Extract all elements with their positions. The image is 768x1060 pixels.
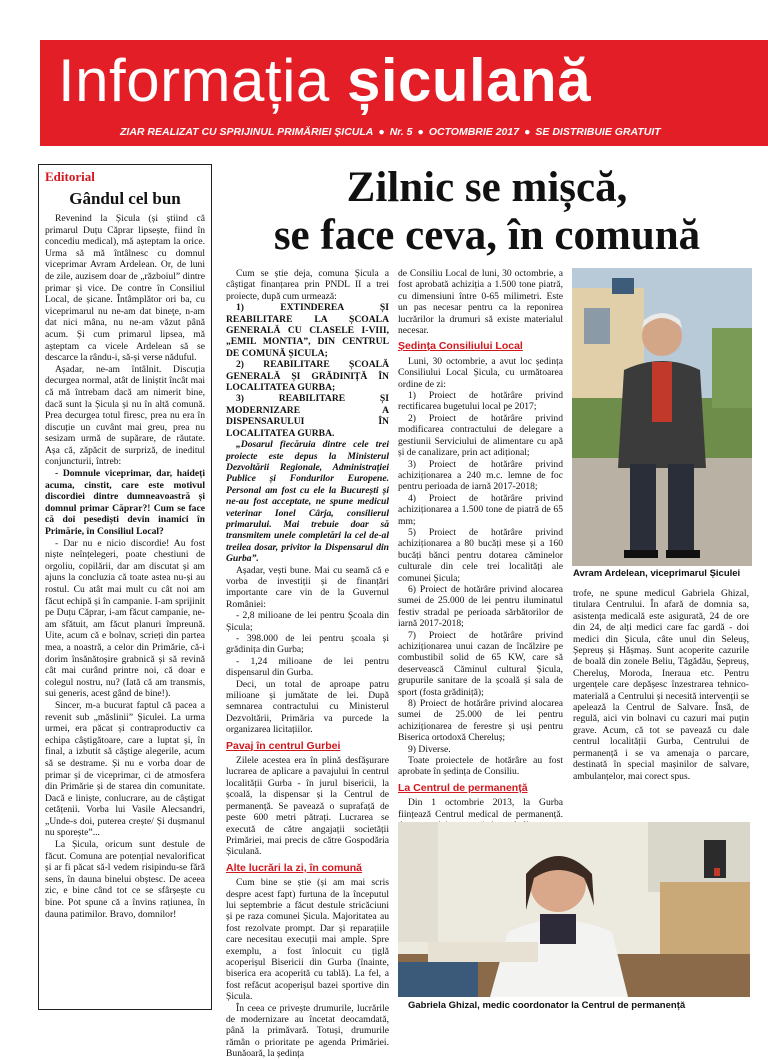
article-paragraph: Deci, un total de aproape patru milioane și jumătate de lei. După semnarea contractului cu Ministerul Dezvoltării, Primăria va purcede la organizarea licitațiilor. <box>226 678 389 736</box>
article-column-2 <box>398 268 563 820</box>
article-paragraph: Din 1 octombrie 2013, la Gurba ființează Centrul medical de permanență. <box>398 797 563 820</box>
editorial-paragraph: La Șicula, oricum sunt destule de făcut. Comuna are potențial nevalorificat și ar fi păcat să-l vedem risipindu-se fără sens, în dauna binelui obștesc. De aceea zic, e bine când tot ce se sfârșește cu bine. Pot spune că a învins rațiunea, în dauna patimilor. Bravo, domnilor! <box>45 839 205 920</box>
article-paragraph: Toate proiectele de hotărâre au fost aprobate în ședința de Consiliu. <box>398 755 563 778</box>
agenda-item: 2) Proiect de hotărâre privind modificarea contractului de delegare a gestiunii Serviciului de alimentare cu apă și de canalizare, prin act adițional; <box>398 412 563 459</box>
subheading-sedinta: Ședința Consiliului Local <box>398 340 523 353</box>
doctor-photo-caption: Gabriela Ghizal, medic coordonator la Centrul de permanență <box>408 1000 686 1011</box>
article-paragraph: de Consiliu Local de luni, 30 octombrie, a fost aprobată achiziția a 1.500 tone piatră, cu dimensiuni între 0-65 milimetri. Este un pas necesar pentru ca la reponirea lucrărilor la drumuri să existe materialul necesar. <box>398 268 563 337</box>
project-item: 2) REABILITARE ȘCOALĂ GENERALĂ ȘI GRĂDINIȚĂ ÎN LOCALITATEA GURBA; <box>226 359 389 394</box>
funding-item: - 2,8 milioane de lei pentru Școala din Șicula; <box>226 610 389 633</box>
agenda-item: 8) Proiect de hotărâre privind alocarea sumei de 25.000 de lei pentru achiziționarea de ferestre și uși pentru Biserica ortodoxă Chereluș; <box>398 698 563 744</box>
article-paragraph: Așadar, vești bune. Mai cu seamă că e vorba de investiții și de finanțări importante care vin de la Guvernul României: <box>226 564 389 610</box>
title-part-2: șiculană <box>346 47 592 114</box>
article-paragraph: Cum bine se știe (și am mai scris despre acest fapt) furtuna de la începutul lui septembrie a făcut destule stricăciuni și pe raza comunei Șicula. Majoritatea au fost rezolvate prompt. Dar și reparațiile care necesitau execuții mai ample. Spre exemplu, a fost înlocuit cu țiglă acoperișul Bisericii din Gurba (înainte, biserica era acoperită cu tablă). La fel, a fost refăcut acoperișul bazei sportive din Șicula. <box>226 877 389 1003</box>
headline-line-2: se face ceva, în comună <box>273 212 701 259</box>
subheading-centrul: La Centrul de permanență <box>398 781 528 794</box>
project-item: 3) REABILITARE ȘI MODERNIZARE A DISPENSARULUI ÎN LOCALITATEA GURBA. <box>226 393 389 439</box>
article-paragraph: În ceea ce privește drumurile, lucrările de modernizare au încetat deocamdată, până la primăvară. Totuși, drumurile rămân o prioritate pe agenda Primăriei. Bunăoară, la ședința <box>226 1002 389 1060</box>
article-column-3 <box>573 588 749 810</box>
article-paragraph: Cum se știe deja, comuna Șicula a câștigat finanțarea prin PNDL II a trei proiecte, după cum urmează: <box>226 268 389 302</box>
article-column-1 <box>226 268 389 1060</box>
doctor-photo <box>398 822 750 997</box>
subheading-alte-lucrari: Alte lucrări la zi, în comună <box>226 861 362 874</box>
agenda-item: 1) Proiect de hotărâre privind rectificarea bugetului local pe 2017; <box>398 390 563 413</box>
article-paragraph: trofe, ne spune medicul Gabriela Ghizal, titulara Centrului. În afară de domnia sa, asistența medicală este asigurată, 24 de ore din 24, de alți medici care fac gardă - doi medici din Șicula, câte unul din Seleuș, Șepreuș și Hășmaș. Sunt acoperite cazurile de boală din zonele Beliu, Tăgădău, Șepreuș, Chereluș, Moroda, Ineraua etc. Pentru urgențele care depășesc înzestrarea tehnico-materială a Centrului și necesită intervenții se apelează la Centrul de Salvare. Însă, de regulă, aici vin bolnavi cu cazuri mai puțin grave. Acum, că tot se pavează cu dale centrul localității Gurba, Centrului de permanență i se va amenaja o parcare, destinată în special mașinilor de salvare, ambulanțelor, mai corect spus. <box>573 588 749 782</box>
editorial-paragraph: - Dar nu e nicio discordie! Au fost niște neînțelegeri, poate chestiuni de orgoliu, copilării, dar am discutat și am ajuns la concluzia că toate astea nu-și au rostul. Cu atât mai mult cu cât noi am făcut echipă și în campanie. I-am sprijinit pe Duțu Căprar, i-am făcut campanie, ne-am sfătuit, am făcut planuri împreună. Uite, acum că e bolnav, scrieți din partea mea, a noastră, a celor din Primărie, că-i dorim însănătoșire grabnică și să revină cât mai curând printre noi, că doar e colegul nostru, nu? (Iată că am transmis, sui generis, acest gând de bine!). <box>45 537 205 700</box>
masthead <box>40 40 768 146</box>
distribution-note: SE DISTRIBUIE GRATUIT <box>535 126 661 138</box>
editorial-label: Editorial <box>45 169 95 184</box>
newspaper-title <box>58 46 591 116</box>
subtitle-sponsor: ZIAR REALIZAT CU SPRIJINUL PRIMĂRIEI ȘICULA <box>120 126 374 138</box>
funding-item: - 398.000 de lei pentru școala și grădinița din Gurba; <box>226 633 389 656</box>
editorial-paragraph: - Domnule viceprimar, dar, haideți acuma, cinstit, care este motivul discordiei dintre dumneavoastră și domnul primar Căprar?! Cum se face că doi pesediști devin inamici în Primărie, în Consiliul Local? <box>45 468 205 538</box>
title-part-1: Informația <box>58 47 347 114</box>
article-paragraph: Luni, 30 octombrie, a avut loc ședința Consiliului Local Șicula, cu următoarea ordine de zi: <box>398 355 563 390</box>
editorial-box <box>38 164 212 1010</box>
viceprimar-photo-caption: Avram Ardelean, viceprimarul Șiculei <box>573 568 741 579</box>
funding-item: - 1,24 milioane de lei pentru dispensarul din Gurba. <box>226 655 389 679</box>
agenda-item: 3) Proiect de hotărâre privind achiziționarea a 240 m.c. lemne de foc pentru perioada de iarnă 2017-2018; <box>398 458 563 493</box>
agenda-item: 9) Diverse. <box>408 743 451 755</box>
editorial-text <box>45 213 205 920</box>
editorial-paragraph: Sincer, m-a bucurat faptul că pacea a revenit sub „măslinii” Șiculei. La urma urmei, era păcat și contraproductiv ca echipa câștigătoare, care a luptat și, în final, a izbutit să câștige alegerile, acum să se destrame. Și nu e vorba doar de primar și de viceprimar, ci de atmosfera din Primărie și de starea din comunitate. Dacă e liniște, conlucrare, au de câștigat cetățenii. Vorba lui Vasile Alecsandri, „Unde-s doi, puterea crește/ Și dușmanul nu sporește”... <box>45 699 205 839</box>
editorial-paragraph: Revenind la Șicula (și știind că primarul Duțu Căprar lipsește, fiind în concediu medical), mă așteptam la orice. Urma să mă întâlnesc cu domnul viceprimar Avram Ardelean. Or, de luni de zile, auzisem doar de „războiul” dintre primar și vice. De contre în Consiliul Local, de șicane. Întâmplător ori ba, cu viceprimarul nu ne-am dat bineţe, n-am dat nici mâna, nu ne-am văzut până acum. Și cum primarul lipsea, mă așteptam ca vicele Ardelean să se descarce la rându-i, să-și verse năduful. <box>45 213 205 364</box>
editorial-paragraph: Așadar, ne-am întâlnit. Discuția decurgea normal, atât de liniștit încât mai că mă întrebam dacă am nimerit bine, dacă sunt la Șicula și nu în altă comună. Prea decurgea totul firesc, prea nu era în discuție un cuvânt mai greu, prea nu sesizam urmă de supărare, de răutate. Așa că, zăpăcit de surpriză, de ineditul conjuncturii, întreb: <box>45 363 205 468</box>
issue-date: OCTOMBRIE 2017 <box>428 126 520 138</box>
agenda-item: 6) Proiect de hotărâre privind alocarea sumei de 25.000 de lei pentru iluminatul festiv stradal pe perioada sărbătorilor de iarnă 2017-2018; <box>398 583 563 630</box>
article-headline <box>222 164 752 260</box>
agenda-item: 5) Proiect de hotărâre privind achiziționarea a 80 bucăți mese și a 160 bucăți bănci pentru dotarea căminelor culturale din cele trei localități ale comunei Șicula; <box>398 526 563 584</box>
editorial-title: Gândul cel bun <box>69 189 181 208</box>
headline-line-1: Zilnic se mișcă, <box>346 164 628 211</box>
article-quote: „Dosarul fiecăruia dintre cele trei proiecte este depus la Ministerul Dezvoltării Regionale, Administrației Publice și Fondurilor Europene. Personal am fost cu ele la București și ne-au fost acceptate, ne spune medicul veterinar Ionel Cârja, consilierul primarului. Mai trebuie doar să transmitem unele completări la cel de-al treilea dosar, privitor la Dispensarul din Gurba”. <box>226 439 389 565</box>
agenda-item: 7) Proiect de hotărâre privind achiziționarea unui cazan de încălzire pe combustibil solid de 65 KW, care să deservească Căminul cultural Șicula, grupurile sanitare de la școală și sala de sport (fosta grădiniță); <box>398 629 563 698</box>
article-paragraph: Zilele acestea era în plină desfășurare lucrarea de aplicare a pavajului în centrul localității Gurba - în jurul bisericii, la școală, la dispensar și la Centrul de permanență. Se pavează o suprafață de peste 600 metri pătrați. Lucrarea se execută de către angajații societății Primăriei, mai precis de către Gospodăria Șiculană. <box>226 755 389 858</box>
issue-number: Nr. 5 <box>389 126 413 138</box>
masthead-subtitle: ZIAR REALIZAT CU SPRIJINUL PRIMĂRIEI ȘICULA ● Nr. 5 ● OCTOMBRIE 2017 ● SE DISTRIBUIE GRATUIT <box>120 126 661 138</box>
subheading-pavaj: Pavaj în centrul Gurbei <box>226 739 341 752</box>
agenda-item: 4) Proiect de hotărâre privind achiziționarea a 1.500 tone de piatră de 65 mm; <box>398 492 563 527</box>
project-item: 1) EXTINDEREA ȘI REABILITARE LA ȘCOALA GENERALĂ CU CLASELE I-VIII, „EMIL MONTIA”, DIN CENTRUL DE COMUNĂ ȘICULA; <box>226 302 389 359</box>
viceprimar-photo <box>572 268 752 566</box>
